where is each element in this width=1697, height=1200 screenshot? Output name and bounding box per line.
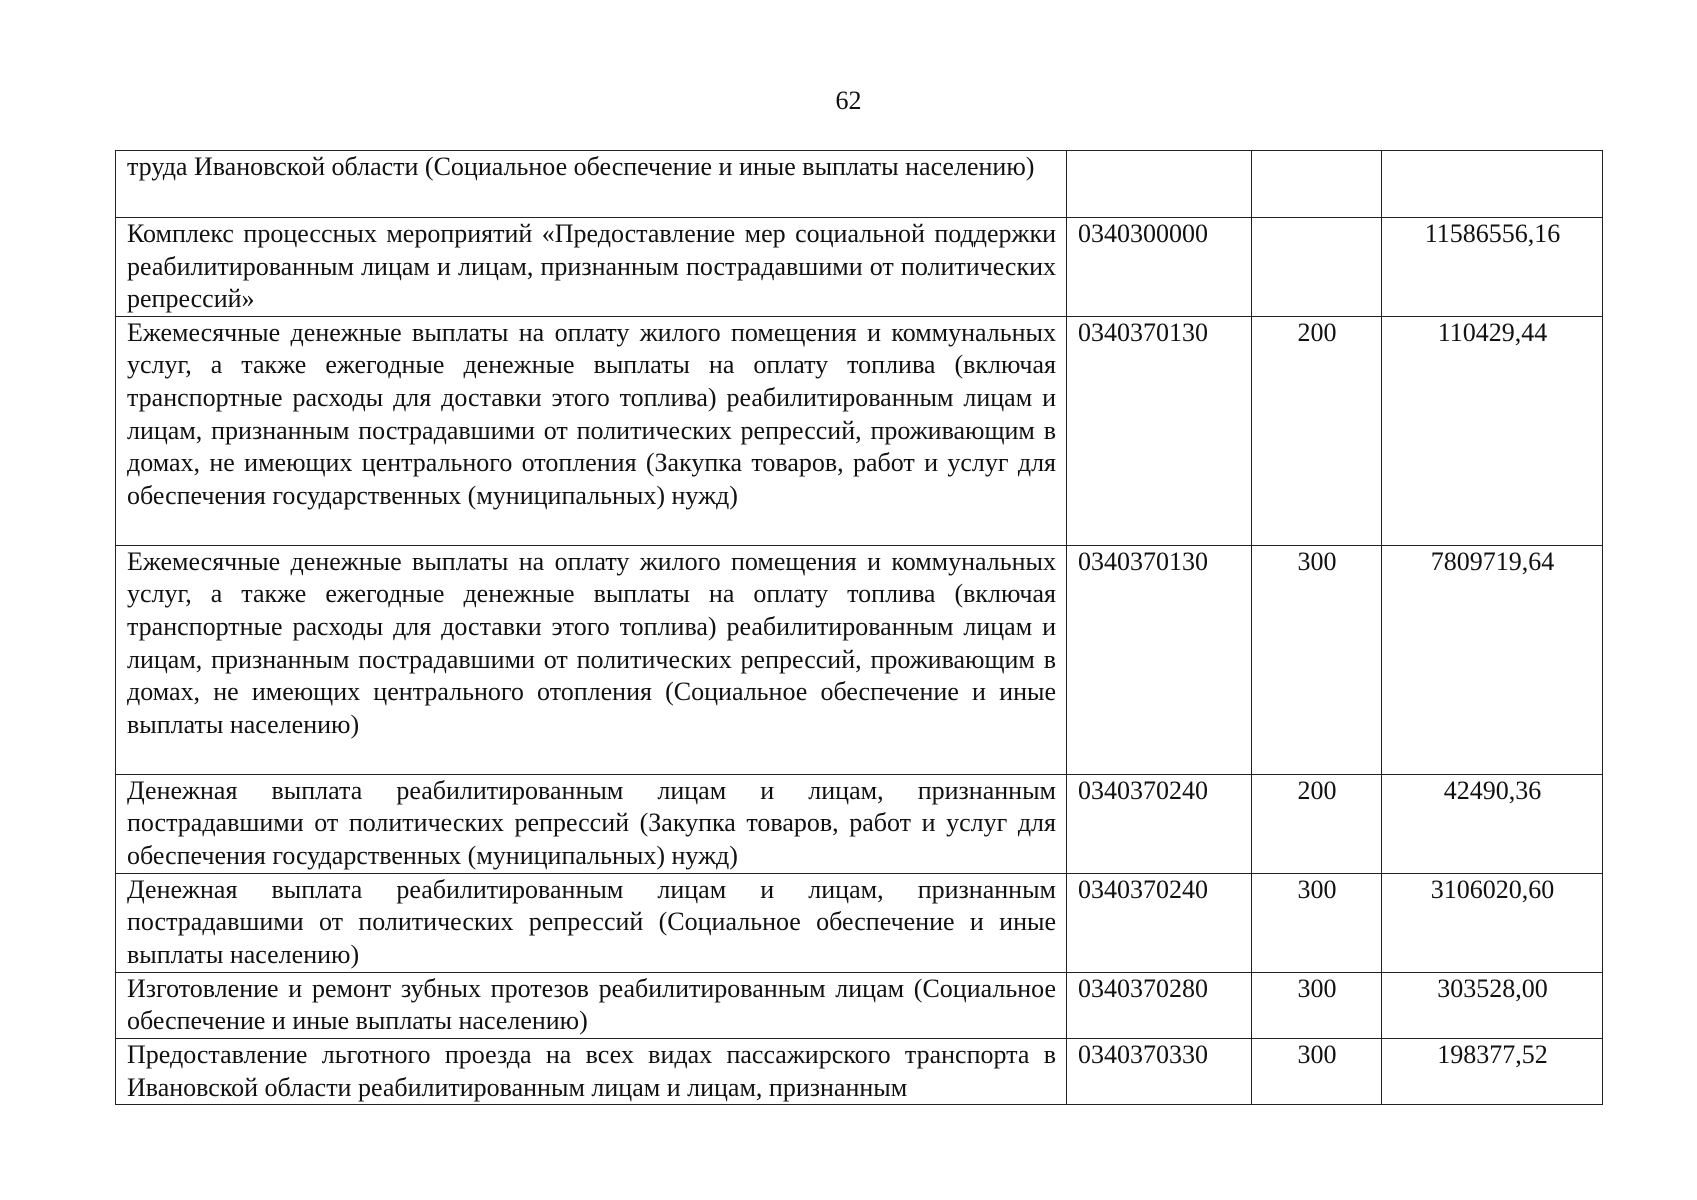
amount-cell: 3106020,60	[1382, 873, 1603, 972]
expense-type-cell: 300	[1252, 972, 1382, 1038]
row-description: Денежная выплата реабилитированным лицам и лицам, признанным пострадавшими от политических репрессий (Закупка товаров, работ и услуг для обеспечения государственных (муниципальных) нужд)	[116, 774, 1067, 873]
expense-type-cell: 200	[1252, 774, 1382, 873]
table-row	[116, 972, 1603, 1038]
amount-cell	[1382, 151, 1603, 218]
budget-table	[115, 150, 1603, 1105]
amount-cell: 7809719,64	[1382, 545, 1603, 774]
table-row	[116, 545, 1603, 774]
row-description: Ежемесячные денежные выплаты на оплату жилого помещения и коммунальных услуг, а также ежегодные денежные выплаты на оплату топлива (включая транспортные расходы для доставки этого топлива) реабилитированным лицам и лицам, признанным пострадавшими от политических репрессий, проживающим в домах, не имеющих центрального отопления (Закупка товаров, работ и услуг для обеспечения государственных (муниципальных) нужд)	[116, 316, 1067, 545]
expense-type-cell: 300	[1252, 873, 1382, 972]
table-row	[116, 218, 1603, 317]
table-row	[116, 774, 1603, 873]
table-row	[116, 151, 1603, 218]
expense-type-cell	[1252, 218, 1382, 317]
expense-type-cell: 300	[1252, 1038, 1382, 1104]
target-code-cell: 0340370130	[1067, 545, 1252, 774]
amount-cell: 11586556,16	[1382, 218, 1603, 317]
table-row	[116, 316, 1603, 545]
expense-type-cell: 300	[1252, 545, 1382, 774]
target-code-cell: 0340370240	[1067, 873, 1252, 972]
page-number: 62	[835, 86, 862, 115]
row-description: Комплекс процессных мероприятий «Предоставление мер социальной поддержки реабилитированным лицам и лицам, признанным пострадавшими от политических репрессий»	[116, 218, 1067, 317]
target-code-cell: 0340370330	[1067, 1038, 1252, 1104]
row-description: Предоставление льготного проезда на всех видах пассажирского транспорта в Ивановской области реабилитированным лицам и лицам, признанным	[116, 1038, 1067, 1104]
amount-cell: 198377,52	[1382, 1038, 1603, 1104]
table-row	[116, 873, 1603, 972]
amount-cell: 110429,44	[1382, 316, 1603, 545]
amount-cell: 42490,36	[1382, 774, 1603, 873]
expense-type-cell: 200	[1252, 316, 1382, 545]
table-row	[116, 1038, 1603, 1104]
target-code-cell: 0340370240	[1067, 774, 1252, 873]
target-code-cell: 0340300000	[1067, 218, 1252, 317]
expense-type-cell	[1252, 151, 1382, 218]
row-description: Денежная выплата реабилитированным лицам и лицам, признанным пострадавшими от политических репрессий (Социальное обеспечение и иные выплаты населению)	[116, 873, 1067, 972]
amount-cell: 303528,00	[1382, 972, 1603, 1038]
target-code-cell: 0340370130	[1067, 316, 1252, 545]
row-description: Ежемесячные денежные выплаты на оплату жилого помещения и коммунальных услуг, а также ежегодные денежные выплаты на оплату топлива (включая транспортные расходы для доставки этого топлива) реабилитированным лицам и лицам, признанным пострадавшими от политических репрессий, проживающим в домах, не имеющих центрального отопления (Социальное обеспечение и иные выплаты населению)	[116, 545, 1067, 774]
row-description: Изготовление и ремонт зубных протезов реабилитированным лицам (Социальное обеспечение и иные выплаты населению)	[116, 972, 1067, 1038]
target-code-cell: 0340370280	[1067, 972, 1252, 1038]
row-description: труда Ивановской области (Социальное обеспечение и иные выплаты населению)	[116, 151, 1067, 218]
target-code-cell	[1067, 151, 1252, 218]
